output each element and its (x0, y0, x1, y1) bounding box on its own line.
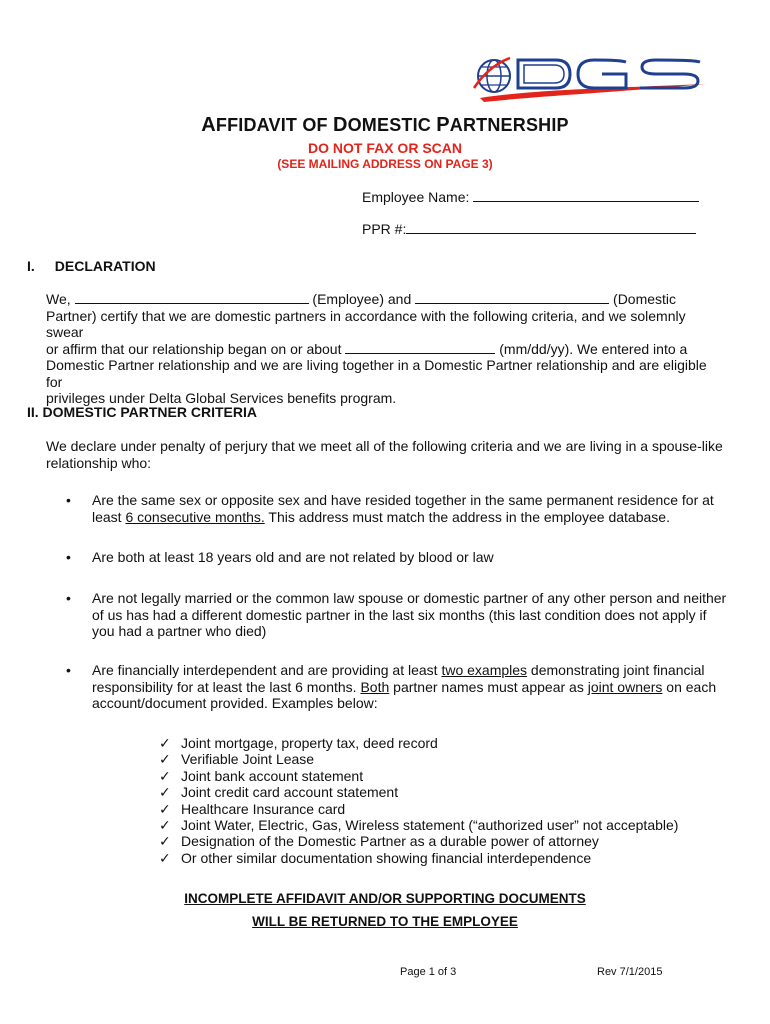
checkmark-icon: ✓ (159, 800, 171, 817)
criteria-intro: We declare under penalty of perjury that we meet all of the following criteria and we are living in a spouse-like relationship who: (46, 438, 723, 471)
checkmark-icon: ✓ (159, 833, 171, 850)
checkmark-icon: ✓ (159, 751, 171, 768)
employee-name-field (362, 189, 699, 205)
document-title: AFFIDAVIT OF DOMESTIC PARTNERSHIP (201, 114, 569, 136)
ppr-blank[interactable] (406, 221, 696, 234)
bullet-3-text: Are not legally married or the common law spouse or domestic partner of any other person and neither of us has had a different domestic partner in the last six months (this last condition does not apply if you had a partner who died) (92, 590, 727, 639)
section-declaration-heading: I. DECLARATION (27, 258, 156, 274)
list-item: ✓ Joint credit card account statement (159, 784, 399, 801)
list-item: ✓ Or other similar documentation showing financial interdependence (159, 849, 592, 866)
checkmark-icon: ✓ (159, 849, 171, 866)
bullet-4-dot: • (66, 662, 71, 678)
bullet-2-dot: • (66, 549, 71, 565)
ppr-field (362, 221, 696, 237)
incomplete-warning-line-1: INCOMPLETE AFFIDAVIT AND/OR SUPPORTING DOCUMENTS (184, 891, 586, 906)
list-item: ✓ Joint mortgage, property tax, deed record (159, 735, 438, 751)
partner-blank[interactable] (415, 291, 609, 304)
incomplete-warning-line-2: WILL BE RETURNED TO THE EMPLOYEE (252, 914, 518, 929)
list-item: ✓ Designation of the Domestic Partner as a durable power of attorney (159, 833, 599, 850)
mailing-address-notice: (SEE MAILING ADDRESS ON PAGE 3) (277, 157, 493, 171)
date-blank[interactable] (345, 341, 495, 354)
bullet-1-dot: • (66, 492, 71, 508)
no-fax-notice: DO NOT FAX OR SCAN (307, 140, 462, 156)
bullet-1-text: Are the same sex or opposite sex and have resided together in the same permanent residence for at least 6 consecutive months. This address must match the address in the employee database. (92, 492, 714, 525)
checkmark-icon: ✓ (159, 735, 171, 751)
list-item: ✓ Joint bank account statement (159, 767, 364, 784)
bullet-4-text: Are financially interdependent and are providing at least two examples demonstrating joint financial responsibility for at least the last 6 months. Both partner names must appear as joint owners on each account/document provided. Examples below: (92, 662, 717, 711)
examples-checklist (159, 735, 678, 866)
revision-date: Rev 7/1/2015 (597, 966, 663, 978)
list-item: ✓ Healthcare Insurance card (159, 800, 346, 817)
list-item: ✓ Verifiable Joint Lease (159, 751, 315, 768)
employee-blank[interactable] (75, 291, 309, 304)
checkmark-icon: ✓ (159, 767, 171, 784)
declaration-line-5: privileges under Delta Global Services benefits program. (46, 390, 397, 406)
employee-name-label: Employee Name: (362, 189, 470, 205)
ppr-label: PPR #: (362, 221, 407, 237)
checkmark-icon: ✓ (159, 784, 171, 801)
declaration-line-3: or affirm that our relationship began on or about (mm/dd/yy). We entered into a (46, 340, 688, 357)
bullet-3-dot: • (66, 590, 71, 606)
declaration-line-1: We, (Employee) and (Domestic (46, 291, 677, 307)
list-item: ✓ Joint Water, Electric, Gas, Wireless statement (“authorized user” not acceptable) (159, 817, 679, 834)
globe-logo-icon (470, 52, 708, 104)
declaration-line-2: Partner) certify that we are domestic partners in accordance with the following criteria, and we solemnly swear (46, 307, 686, 340)
page-number: Page 1 of 3 (400, 966, 457, 978)
section-criteria-heading: II. DOMESTIC PARTNER CRITERIA (27, 404, 257, 420)
declaration-paragraph (46, 291, 726, 407)
declaration-line-4: Domestic Partner relationship and we are living together in a Domestic Partner relationship and are eligible for (46, 357, 707, 390)
dgs-logo (470, 52, 708, 104)
bullet-2-text: Are both at least 18 years old and are not related by blood or law (92, 549, 494, 565)
checkmark-icon: ✓ (159, 817, 171, 834)
employee-name-blank[interactable] (473, 189, 699, 202)
